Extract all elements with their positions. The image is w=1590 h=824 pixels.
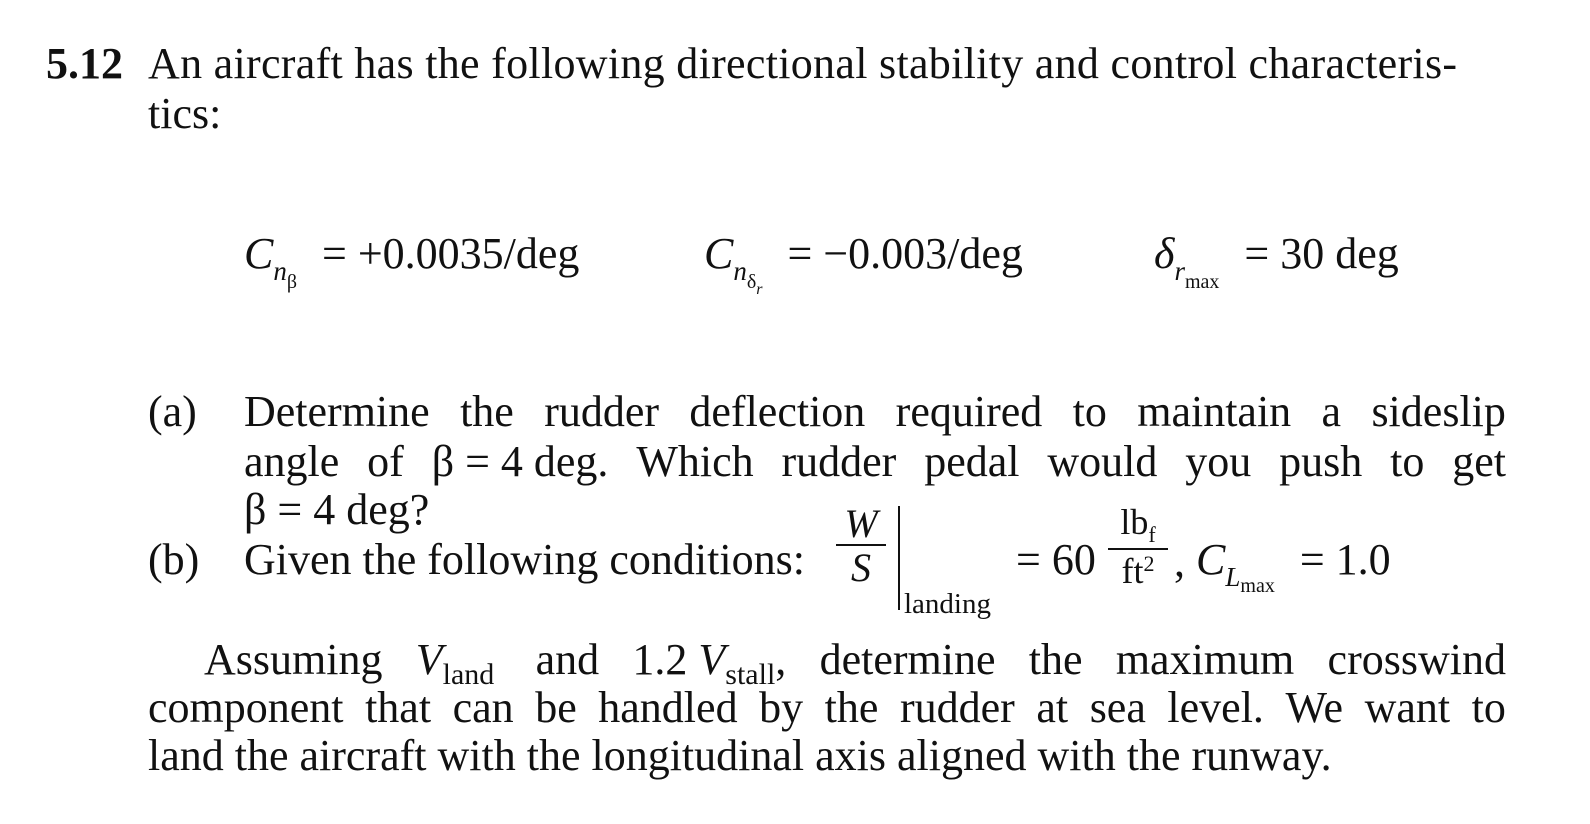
para-l2-w11: We [1285,683,1344,732]
problem-intro-line2: tics: [148,89,222,138]
part-a-line2 [244,437,1506,486]
cn-delta-r-subsub: δ [746,271,757,293]
cn-beta-sub: n [273,256,287,286]
evaluation-bar [898,506,900,610]
delta-r-max-subsub: max [1184,271,1220,293]
cn-beta-symbol: C [244,229,274,278]
cn-delta-r-symbol: C [704,229,734,278]
part-a-l2-w1: of [367,437,404,486]
unit-fraction-bar [1108,548,1168,550]
part-a-l2-w6: would [1047,437,1158,486]
part-b-label: (b) [148,535,200,584]
part-a-l2-w10: get [1452,437,1506,486]
delta-r-max-relation: = 30 deg [1244,229,1399,278]
para-l2-w3: be [535,683,577,732]
para-l1-w4: determine [819,635,996,684]
part-a-l2-w8: push [1279,437,1363,486]
problem-intro-line1 [148,39,1506,88]
para-l2-w4: handled [598,683,738,732]
conditions-comma: , [1174,537,1185,586]
part-a-l1-w2: rudder [544,387,660,436]
part-a-l1-w7: a [1321,387,1342,436]
unit-den-exp: 2 [1143,551,1155,576]
para-l2-w12: want [1364,683,1451,732]
v-stall-sub: stall [725,658,776,691]
problem-heading [46,39,123,88]
part-a-l2-w7: you [1185,437,1252,486]
part-b-para-line1 [204,635,1506,691]
cl-subsub: max [1240,575,1275,597]
part-a-l1-w1: the [460,387,514,436]
para-l2-w6: the [824,683,879,732]
cn-delta-r-sub: n [733,256,747,286]
cn-beta-subsub: β [286,271,298,293]
part-b-para-line3: land the aircraft with the longitudinal axis aligned with the runway. [148,731,1332,780]
para-l2-w10: level. [1167,683,1264,732]
part-b-text: Given the following conditions: [244,535,805,584]
part-a-l1-w4: required [895,387,1043,436]
para-l1-w2: and [535,635,600,684]
part-a-l2-w0: angle [244,437,340,486]
part-a-l2-w5: pedal [924,437,1020,486]
part-b-para-line2 [148,683,1506,732]
cn-beta-relation: = +0.0035/deg [322,229,580,278]
v-land-symbol: V [415,635,443,684]
cn-delta-r-subsubsub: r [756,281,763,298]
cl-value: = 1.0 [1299,535,1391,584]
para-l2-w9: sea [1089,683,1146,732]
delta-r-max-sub: r [1174,256,1185,286]
part-a-l1-w8: sideslip [1371,387,1506,436]
cn-delta-r-relation: = −0.003/deg [787,229,1023,278]
v-land-term [415,635,495,691]
para-l2-w7: rudder [899,683,1015,732]
v-stall-comma: , [775,635,787,684]
part-a-l2-w9: to [1390,437,1425,486]
v-stall-symbol: V [698,635,726,684]
equation-delta-r-max [1154,229,1399,293]
para-l2-w5: by [759,683,804,732]
para-l2-w13: to [1471,683,1506,732]
para-l2-w1: that [365,683,432,732]
part-a-l1-w3: deflection [689,387,866,436]
unit-num-sub: f [1148,522,1156,547]
unit-fraction [1108,504,1168,594]
para-l1-w7: crosswind [1327,635,1506,684]
para-l1-w5: the [1028,635,1083,684]
v-stall-prefix: 1.2 [632,635,688,684]
ws-numerator: W [844,501,878,546]
part-a-l1-w0: Determine [244,387,430,436]
para-l2-w2: can [452,683,514,732]
cl-max-term [1196,535,1391,597]
part-a-line3: β = 4 deg? [244,485,430,534]
part-a-l2-w3: Which [636,437,754,486]
equation-cn-delta-r [704,229,1023,298]
unit-num-text: lb [1120,502,1149,542]
part-a-label: (a) [148,387,197,436]
ws-fraction [836,501,886,590]
ws-value: = 60 [1016,535,1096,584]
part-a-l1-w5: to [1072,387,1107,436]
cl-sub: L [1225,562,1241,592]
v-land-sub: land [442,658,495,691]
unit-numerator [1108,504,1168,545]
ws-landing-sub: landing [904,588,991,620]
unit-denominator [1108,553,1168,594]
v-stall-term [632,635,787,691]
part-a-l2-w4: rudder [781,437,897,486]
ws-denominator: S [851,545,871,590]
para-l1-w0: Assuming [204,635,383,684]
part-a-l1-w6: maintain [1137,387,1292,436]
para-l2-w0: component [148,683,344,732]
equation-cn-beta [244,229,580,293]
part-a-line1 [244,387,1506,436]
cl-symbol: C [1196,535,1226,584]
delta-r-max-symbol: δ [1154,229,1175,278]
para-l1-w6: maximum [1115,635,1295,684]
problem-number: 5.12 [46,39,123,88]
unit-den-text: ft [1121,551,1144,591]
para-l2-w8: at [1036,683,1069,732]
part-a-l2-w2: β = 4 deg. [431,437,609,486]
intro-line1-text: An aircraft has the following directional stability and control characteris- [148,39,1458,88]
